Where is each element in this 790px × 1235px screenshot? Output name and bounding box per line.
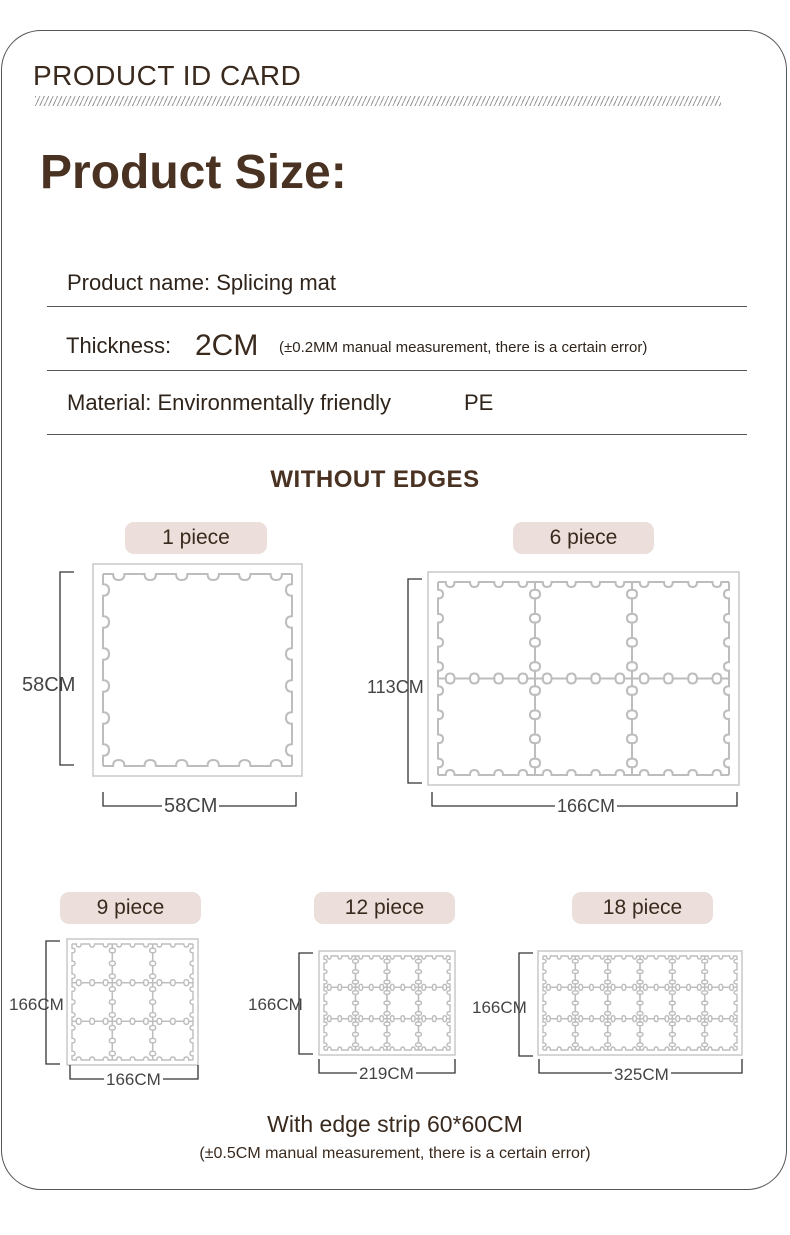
- product-name-text: Product name: Splicing mat: [67, 270, 337, 295]
- dim-1-piece-width: 58CM: [164, 795, 218, 817]
- card-header-title: PRODUCT ID CARD: [33, 60, 302, 91]
- product-size-title: Product Size:: [40, 146, 347, 199]
- height-bracket: [60, 572, 74, 765]
- material-text: Material: Environmentally friendly: [67, 390, 392, 415]
- mat-outline: [93, 564, 302, 776]
- section-title: WITHOUT EDGES: [270, 466, 480, 493]
- thickness-note: (±0.2MM manual measurement, there is a certain error): [279, 339, 648, 356]
- material-value: PE: [464, 390, 494, 415]
- dim-18-piece-height: 166CM: [472, 998, 527, 1017]
- layout-label-18-piece: 18 piece: [572, 892, 713, 924]
- dim-18-piece-width: 325CM: [614, 1065, 669, 1084]
- dim-9-piece-width: 166CM: [106, 1070, 161, 1089]
- dim-12-piece-width: 219CM: [359, 1064, 414, 1083]
- measurement-note: (±0.5CM manual measurement, there is a certain error): [199, 1145, 591, 1162]
- layout-label-9-piece: 9 piece: [60, 892, 201, 924]
- mat-outline: [67, 939, 198, 1065]
- layout-label-1-piece: 1 piece: [125, 522, 267, 554]
- dim-9-piece-height: 166CM: [9, 995, 64, 1014]
- layout-label-12-piece: 12 piece: [314, 892, 455, 924]
- dim-1-piece-height: 58CM: [22, 674, 76, 696]
- dim-6-piece-height: 113CM: [367, 677, 424, 697]
- dim-12-piece-height: 166CM: [248, 995, 303, 1014]
- dim-6-piece-width: 166CM: [557, 796, 616, 816]
- layout-label-6-piece: 6 piece: [513, 522, 654, 554]
- edge-strip-text: With edge strip 60*60CM: [267, 1111, 523, 1137]
- thickness-value: 2CM: [195, 329, 259, 362]
- thickness-label: Thickness:: [66, 333, 172, 358]
